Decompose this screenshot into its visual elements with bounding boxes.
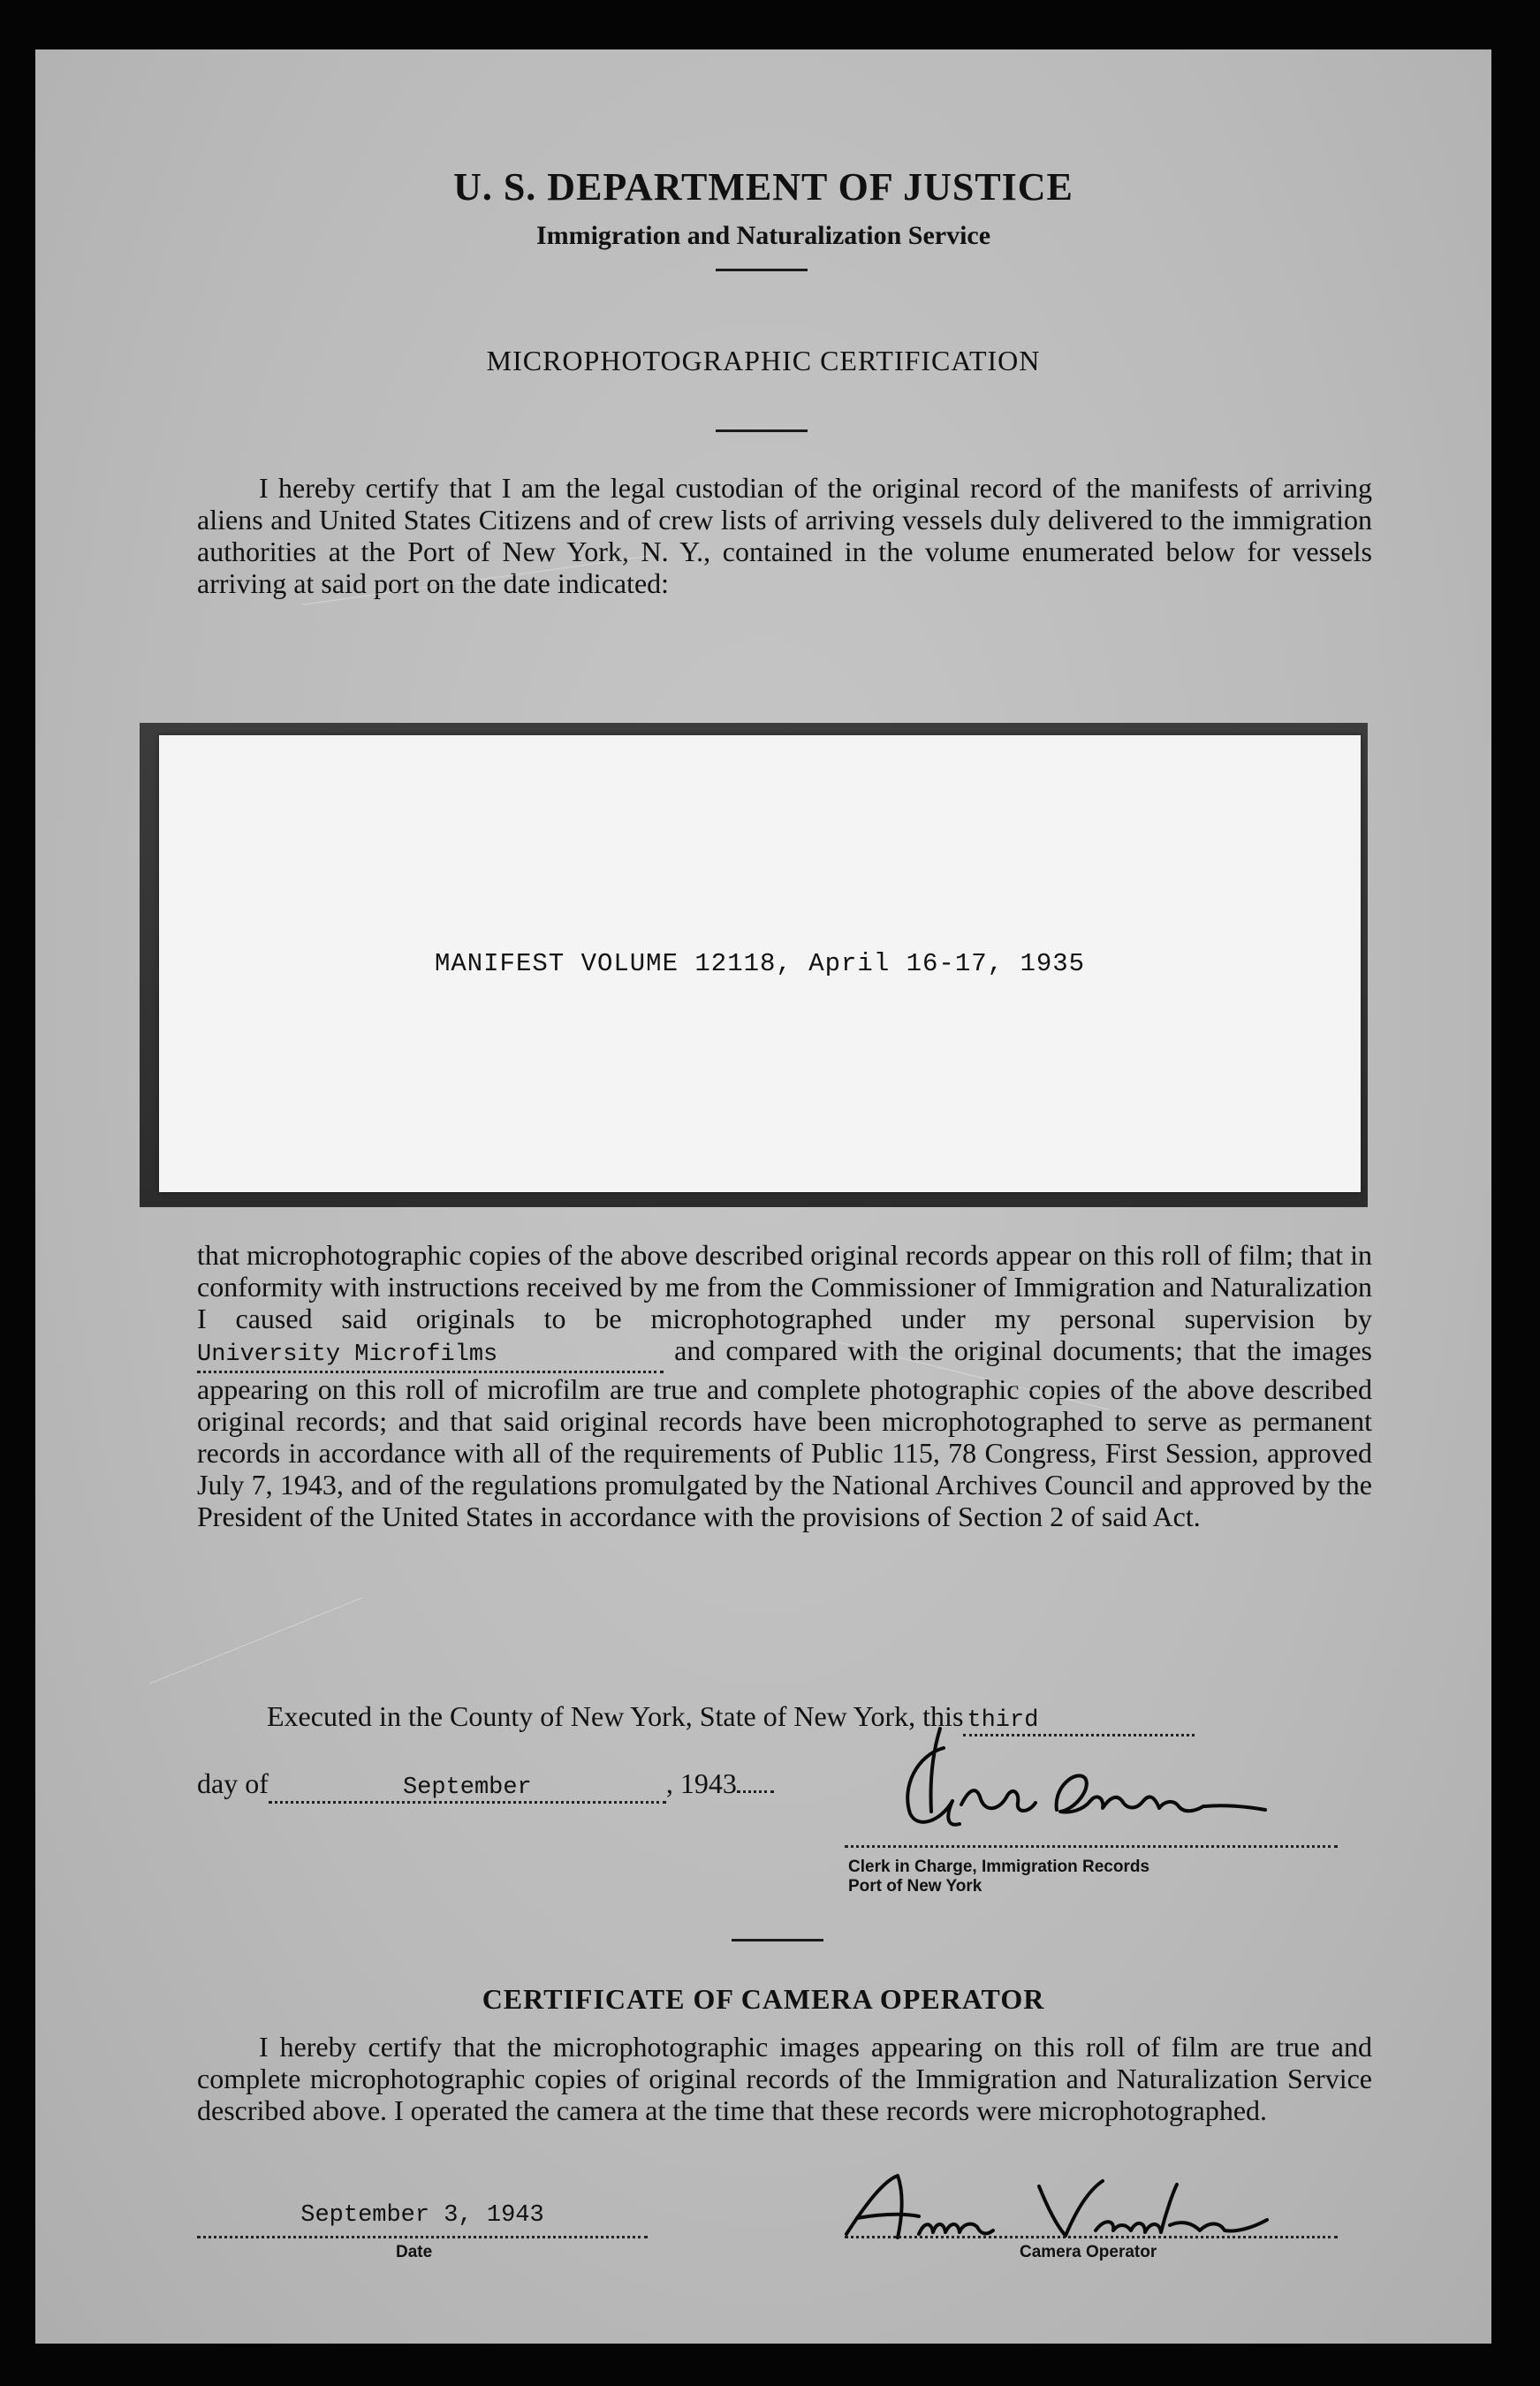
divider — [716, 429, 808, 432]
clerk-title-line2: Port of New York — [848, 1877, 982, 1896]
body-text-part1: that microphotographic copies of the above described original records appear on this roll of film; that in conformity with instructions received by me from the Commissioner of Immigration and Naturalization I caused said originals to be microphotographed under my personal supervision by — [197, 1239, 1372, 1334]
filmed-by-line — [197, 1334, 664, 1373]
executed-month-line — [269, 1767, 666, 1804]
service-subheading: Immigration and Naturalization Service — [535, 221, 991, 250]
divider — [716, 269, 808, 271]
filmed-by-value: University Microfilms — [197, 1341, 498, 1368]
day-of-label: day of — [197, 1767, 269, 1799]
manifest-card — [159, 735, 1361, 1192]
clerk-signature — [848, 1725, 1343, 1849]
body-paragraph — [197, 1239, 1372, 1532]
certification-title: MICROPHOTOGRAPHIC CERTIFICATION — [486, 345, 1041, 376]
year-dots — [737, 1790, 774, 1793]
executed-month: September — [402, 1774, 532, 1801]
day-of-line — [197, 1767, 774, 1804]
manifest-volume: MANIFEST VOLUME 12118, April 16-17, 1935 — [434, 949, 1086, 978]
date-line — [197, 2236, 648, 2238]
body-text-part2: and compared with the original documents; that the images appearing on this roll of microfilm are true and complete photographic copies of the above described original records; and that said original records have been microphotographed to serve as permanent records in accordance with all of the requirements of Public 115, 78 Congress, First Session, approved July 7, 1943, and of the regulations promulgated by the National Archives Council and approved by the President of the United States in accordance with the provisions of Section 2 of said Act. — [197, 1334, 1373, 1532]
camera-operator-label: Camera Operator — [1020, 2243, 1157, 2261]
clerk-signature-line — [845, 1845, 1338, 1848]
divider — [732, 1939, 823, 1941]
certificate-page — [35, 49, 1491, 2344]
date-field — [197, 2202, 648, 2229]
film-scratch — [149, 1597, 362, 1683]
date-label: Date — [396, 2243, 433, 2261]
department-heading: U. S. DEPARTMENT OF JUSTICE — [453, 165, 1073, 209]
executed-text: Executed in the County of New York, State of New York, this — [267, 1700, 964, 1732]
camera-operator-paragraph: I hereby certify that the microphotographic images appearing on this roll of film are true and complete microphotographic copies of original records of the Immigration and Naturalization Service described above. I operated the camera at the time that these records were microphotographed. — [197, 2031, 1372, 2126]
date-value: September 3, 1943 — [300, 2202, 544, 2229]
clerk-title-line1: Clerk in Charge, Immigration Records — [848, 1858, 1150, 1876]
intro-paragraph: I hereby certify that I am the legal custodian of the original record of the manifests of arriving aliens and United States Citizens and of crew lists of arriving vessels duly delivered to the immigration authorities at the Port of New York, N. Y., contained in the volume enumerated below for vessels arriving at said port on the date indicated: — [197, 472, 1372, 599]
operator-signature-line — [845, 2236, 1338, 2238]
camera-operator-title: CERTIFICATE OF CAMERA OPERATOR — [482, 1983, 1045, 2015]
executed-day: third — [967, 1707, 1039, 1734]
clerk-title — [848, 1858, 1149, 1896]
executed-year: , 1943 — [665, 1767, 737, 1799]
